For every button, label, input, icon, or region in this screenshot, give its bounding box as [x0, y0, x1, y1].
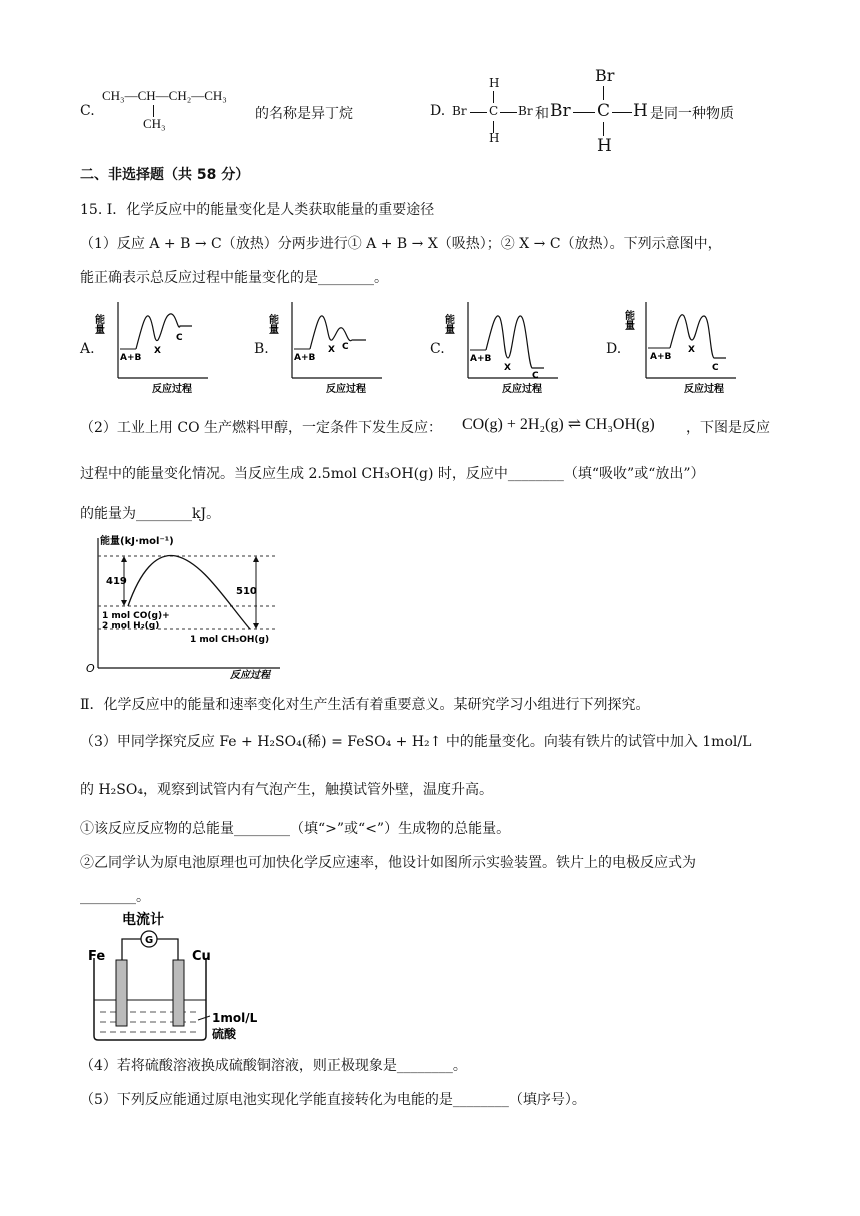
option-d-label: D. — [430, 103, 446, 119]
left-right-atom: Br — [518, 104, 533, 118]
right-bottom-atom: H — [597, 136, 612, 156]
diagram-c-label: C. — [430, 341, 445, 357]
svg-text:X: X — [504, 363, 511, 373]
option-c-text: 的名称是异丁烷 — [255, 106, 353, 122]
svg-text:C: C — [342, 342, 349, 352]
svg-text:A+B: A+B — [650, 352, 672, 362]
solution-conc: 1mol/L — [212, 1011, 258, 1025]
q1-line1: （1）反应 A + B → C（放热）分两步进行① A + B → X（吸热）；② X → C（放热）。下列示意图中， — [80, 236, 722, 252]
part2-title: Ⅱ．化学反应中的能量和速率变化对生产生活有着重要意义。某研究学习小组进行下列探究。 — [80, 697, 650, 713]
galvanic-cell-diagram — [86, 908, 276, 1048]
diagram-d-label: D. — [606, 341, 622, 357]
solution-name: 硫酸 — [212, 1027, 237, 1041]
diagram-a — [92, 296, 216, 398]
option-c-formula-branch: CH₃ — [143, 116, 166, 131]
option-d-connector: 和 — [535, 106, 549, 122]
diagram-a-ylabel: 能量 — [92, 314, 104, 334]
diagram-a-label: A. — [80, 341, 95, 357]
left-left-atom: Br — [452, 104, 467, 118]
bond — [470, 112, 487, 113]
svg-text:G: G — [145, 935, 154, 946]
origin-label: O — [86, 662, 95, 675]
right-left-atom: Br — [550, 101, 571, 121]
svg-text:X: X — [328, 345, 335, 355]
svg-text:X: X — [688, 345, 695, 355]
bond — [603, 122, 604, 136]
q1-line2: 能正确表示总反应过程中能量变化的是________。 — [80, 270, 388, 286]
q3-line2: 的 H₂SO₄，观察到试管内有气泡产生，触摸试管外壁，温度升高。 — [80, 782, 493, 798]
q5: （5）下列反应能通过原电池实现化学能直接转化为电能的是________（填序号）。 — [80, 1092, 586, 1108]
svg-text:能量: 能量 — [442, 314, 454, 334]
product-label: 1 mol CH₃OH(g) — [190, 635, 270, 645]
svg-text:A+B: A+B — [120, 353, 142, 363]
energy-ylabel: 能量(kJ·mol⁻¹) — [100, 536, 174, 547]
diagram-c — [442, 296, 566, 398]
bond — [500, 112, 517, 113]
bond — [612, 112, 632, 113]
cu-electrode — [173, 960, 184, 1026]
right-top-atom: Br — [595, 66, 615, 85]
left-top-atom: H — [489, 76, 500, 90]
q2-line1-b: ，下图是反应 — [686, 420, 770, 436]
q4: （4）若将硫酸溶液换成硫酸铜溶液，则正极现象是________。 — [80, 1058, 467, 1074]
diagram-b-label: B. — [254, 341, 269, 357]
reactants-line1: 1 mol CO(g)+ — [102, 611, 170, 621]
bond — [573, 112, 595, 113]
left-bottom-atom: H — [489, 131, 500, 145]
diagram-a-xlabel: 反应过程 — [152, 384, 192, 395]
option-c-label: C. — [80, 103, 95, 119]
diagram-d — [622, 296, 744, 398]
option-c-formula-main: CH₃—CH—CH₂—CH₃ — [102, 88, 227, 103]
q2-line2: 过程中的能量变化情况。当反应生成 2.5mol CH₃OH(g) 时，反应中________（填“吸收”或“放出”） — [80, 466, 705, 482]
option-d-text: 是同一种物质 — [650, 106, 734, 122]
svg-text:A+B: A+B — [294, 353, 316, 363]
q3-sub2-end: ________。 — [80, 889, 150, 905]
svg-text:C: C — [712, 363, 719, 373]
fe-electrode — [116, 960, 127, 1026]
svg-text:能量: 能量 — [622, 310, 634, 330]
label-419: 419 — [106, 576, 127, 587]
svg-text:C: C — [532, 371, 539, 381]
diagram-b — [266, 296, 390, 398]
svg-text:反应过程: 反应过程 — [502, 384, 542, 395]
q2-line1-a: （2）工业上用 CO 生产燃料甲醇，一定条件下发生反应： — [80, 420, 442, 436]
part1-title: 15. Ⅰ．化学反应中的能量变化是人类获取能量的重要途径 — [80, 202, 435, 218]
q3-line1: （3）甲同学探究反应 Fe + H₂SO₄(稀) = FeSO₄ + H₂↑ 中的能量变化。向装有铁片的试管中加入 1mol/L — [80, 734, 752, 750]
left-center-atom: C — [489, 104, 499, 118]
svg-text:C: C — [176, 333, 183, 343]
svg-text:X: X — [154, 346, 161, 356]
svg-text:A+B: A+B — [470, 354, 492, 364]
fe-label: Fe — [88, 949, 106, 964]
reactants-line2: 2 mol H₂(g) — [102, 621, 160, 631]
q3-sub1: ①该反应反应物的总能量________（填“>”或“<”）生成物的总能量。 — [80, 821, 511, 837]
right-center-atom: C — [597, 101, 611, 121]
q3-sub2: ②乙同学认为原电池原理也可加快化学反应速率，他设计如图所示实验装置。铁片上的电极反应式为 — [80, 855, 696, 871]
q2-line3: 的能量为________kJ。 — [80, 506, 221, 522]
energy-xlabel: 反应过程 — [230, 670, 270, 681]
bond — [493, 91, 494, 103]
q2-equation: CO(g) + 2H₂(g) ⇌ CH₃OH(g) — [462, 416, 655, 433]
right-right-atom: H — [633, 101, 648, 121]
section-title: 二、非选择题（共 58 分） — [80, 167, 250, 183]
cu-label: Cu — [192, 949, 211, 964]
svg-text:反应过程: 反应过程 — [326, 384, 366, 395]
svg-text:反应过程: 反应过程 — [684, 384, 724, 395]
bond — [603, 86, 604, 100]
svg-text:能量: 能量 — [266, 314, 278, 334]
label-510: 510 — [236, 586, 257, 597]
energy-diagram — [84, 532, 284, 680]
meter-label: 电流计 — [122, 912, 164, 928]
